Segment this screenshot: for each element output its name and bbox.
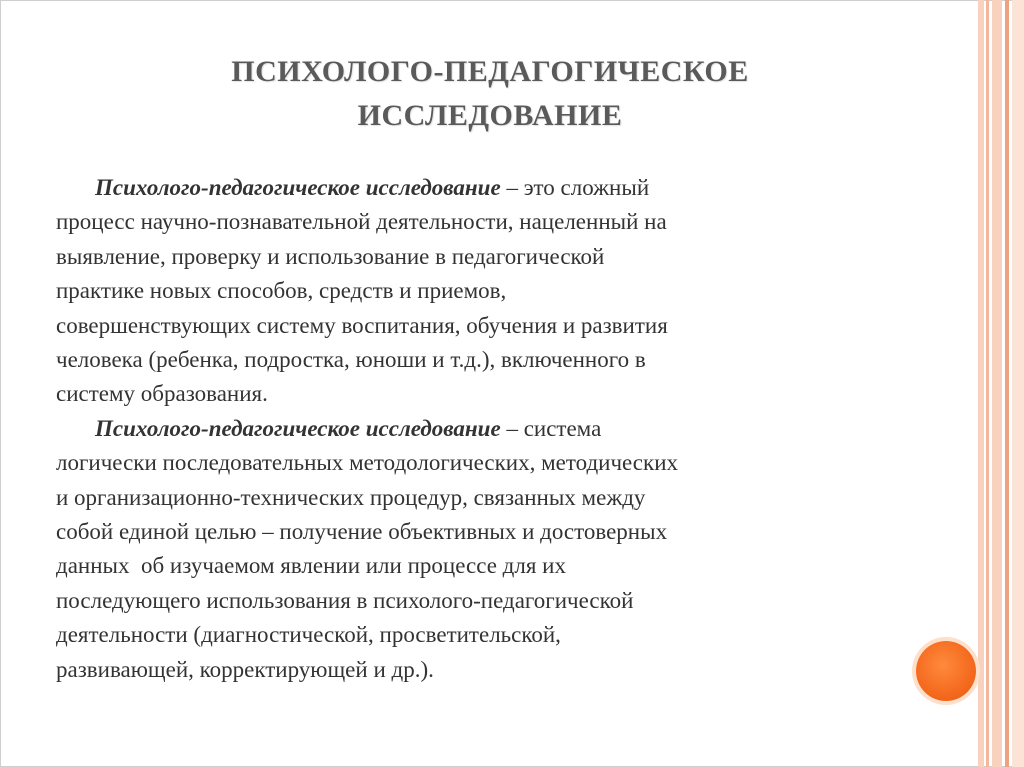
text-fragment: – это сложный xyxy=(500,175,650,200)
paragraph-1-first-line xyxy=(56,171,936,205)
slide-body xyxy=(56,171,936,687)
definition-term: Психолого-педагогическое исследование xyxy=(95,175,501,200)
text-line: развивающей, корректирующей и др.). xyxy=(56,656,434,682)
text-line: деятельности (диагностической, просветительской, xyxy=(56,622,561,648)
stripe xyxy=(1012,0,1024,767)
definition-term: Психолого-педагогическое исследование xyxy=(95,415,501,441)
text-line: собой единой целью – получение объективных и достоверных xyxy=(56,519,668,545)
stripe xyxy=(978,0,984,767)
text-fragment: – система xyxy=(500,415,602,441)
stripe xyxy=(1005,0,1009,767)
text-line: логически последовательных методологических, методических xyxy=(56,450,678,476)
decorative-stripes xyxy=(978,0,1024,767)
stripe xyxy=(992,0,1002,767)
slide-title-line-1: ПСИХОЛОГО-ПЕДАГОГИЧЕСКОЕ xyxy=(231,55,749,88)
stripe xyxy=(986,0,989,767)
text-line: практике новых способов, средств и приемов, xyxy=(56,278,507,304)
text-line: и организационно-технических процедур, связанных между xyxy=(56,484,646,510)
text-line: совершенствующих систему воспитания, обучения и развития xyxy=(56,312,668,338)
text-line: данных об изучаемом явлении или процессе для их xyxy=(56,553,566,579)
slide-title-line-2: ИССЛЕДОВАНИЕ xyxy=(357,99,623,132)
paragraph-2-first-line xyxy=(56,412,936,446)
text-line: систему образования. xyxy=(56,381,268,407)
text-line: человека (ребенка, подростка, юноши и т.д.), включенного в xyxy=(56,347,646,373)
text-line: процесс научно-познавательной деятельности, нацеленный на xyxy=(56,209,667,235)
text-line: последующего использования в психолого-педагогической xyxy=(56,587,634,613)
text-line: выявление, проверку и использование в педагогической xyxy=(56,243,605,269)
